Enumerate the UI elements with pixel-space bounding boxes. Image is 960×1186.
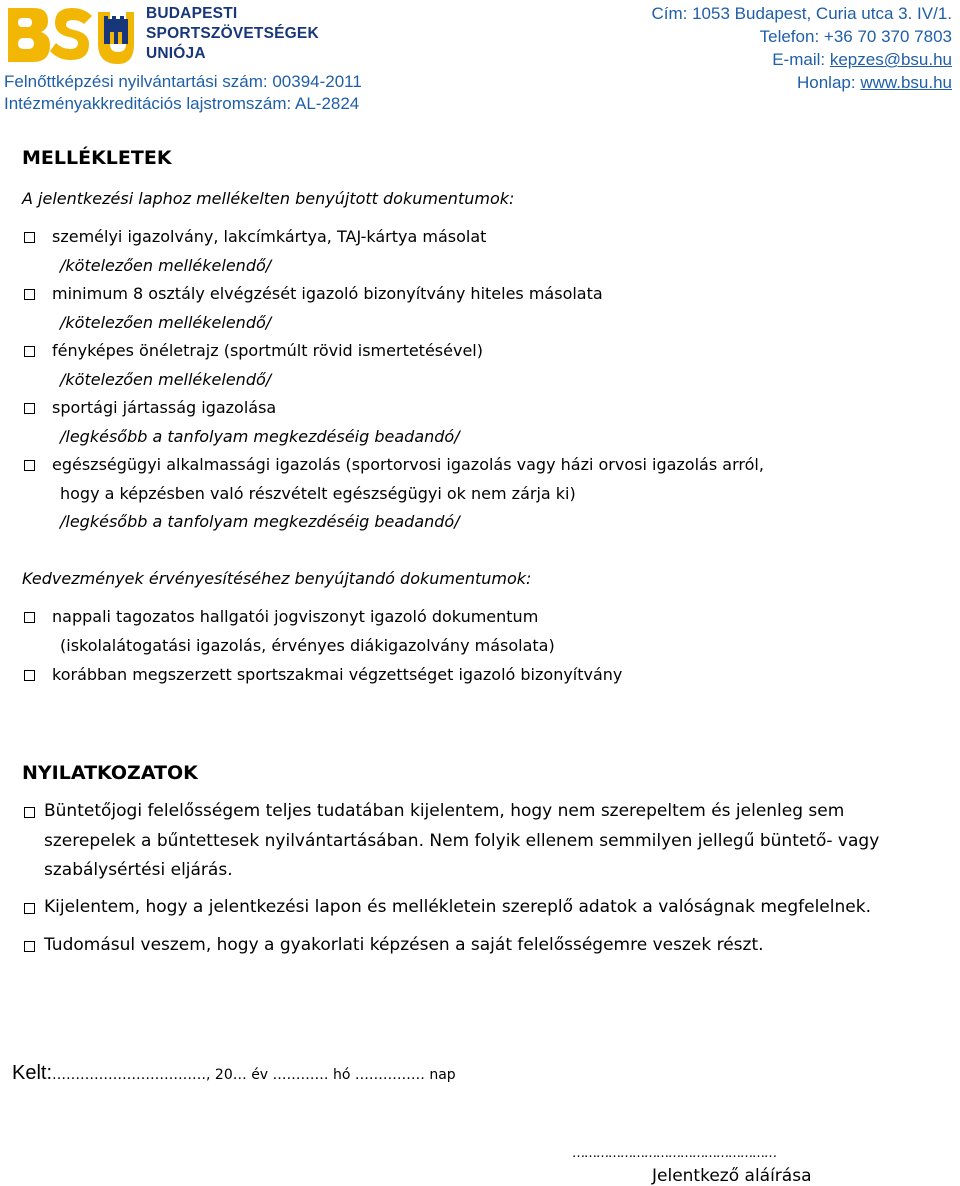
attachment-item-medical-certificate-cont: hogy a képzésben való részvételt egészségügyi ok nem zárja ki) — [60, 484, 576, 503]
adult-education-registration: Felnőttképzési nyilvántartási szám: 00394-2011 — [4, 72, 362, 91]
org-name-line-2: SPORTSZÖVETSÉGEK — [146, 25, 319, 42]
checkbox-prior-qualification[interactable] — [24, 670, 35, 681]
attachments-intro: A jelentkezési laphoz mellékelten benyújtott dokumentumok: — [22, 189, 515, 208]
checkbox-medical-certificate[interactable] — [24, 460, 35, 471]
attachment-note: /kötelezően mellékelendő/ — [60, 256, 272, 275]
checkbox-id-card-copy[interactable] — [24, 232, 35, 243]
attachments-title: MELLÉKLETEK — [22, 147, 172, 169]
contact-address: Cím: 1053 Budapest, Curia utca 3. IV/1. — [651, 4, 952, 23]
attachment-item-sport-skill: sportági jártasság igazolása — [52, 398, 277, 417]
date-line — [12, 1062, 456, 1085]
accreditation-registration: Intézményakkreditációs lajstromszám: AL-2824 — [4, 94, 360, 113]
checkbox-student-status[interactable] — [24, 612, 35, 623]
attachment-item-medical-certificate: egészségügyi alkalmassági igazolás (sportorvosi igazolás vagy házi orvosi igazolás arról, — [52, 455, 764, 474]
date-label: Kelt: — [12, 1062, 53, 1084]
bsu-logo-icon — [4, 4, 136, 66]
attachment-item-cv: fényképes önéletrajz (sportmúlt rövid ismertetésével) — [52, 341, 483, 360]
checkbox-data-accuracy[interactable] — [24, 903, 35, 914]
org-name-line-3: UNIÓJA — [146, 45, 206, 62]
signature-line[interactable]: …………………………………………… — [572, 1146, 776, 1161]
declaration-criminal-record-line-2: szerepelek a bűntettesek nyilvántartásában. Nem folyik ellenem semmilyen jellegű büntető- vagy — [44, 831, 880, 851]
signature-label: Jelentkező aláírása — [652, 1166, 812, 1186]
attachment-item-school-certificate: minimum 8 osztály elvégzését igazoló bizonyítvány hiteles másolata — [52, 284, 603, 303]
discount-item-student-status-cont: (iskolalátogatási igazolás, érvényes diákigazolvány másolata) — [60, 636, 555, 655]
email-link[interactable]: kepzes@bsu.hu — [829, 50, 952, 69]
contact-email — [772, 50, 952, 70]
discounts-intro: Kedvezmények érvényesítéséhez benyújtandó dokumentumok: — [22, 569, 532, 588]
checkbox-sport-skill[interactable] — [24, 403, 35, 414]
checkbox-criminal-record[interactable] — [24, 807, 35, 818]
attachment-note: /legkésőbb a tanfolyam megkezdéséig beadandó/ — [60, 512, 460, 531]
date-dots: ……………………………, 20… év ………… hó …………… nap — [52, 1067, 456, 1083]
email-label: E-mail: — [772, 50, 830, 69]
checkbox-school-certificate[interactable] — [24, 289, 35, 300]
attachment-note: /kötelezően mellékelendő/ — [60, 313, 272, 332]
declarations-title: NYILATKOZATOK — [22, 762, 198, 784]
discount-item-prior-qualification: korábban megszerzett sportszakmai végzettséget igazoló bizonyítvány — [52, 665, 623, 684]
checkbox-own-responsibility[interactable] — [24, 941, 35, 952]
contact-web — [797, 73, 952, 93]
declaration-data-accuracy: Kijelentem, hogy a jelentkezési lapon és mellékletein szereplő adatok a valóságnak megfelelnek. — [44, 897, 871, 917]
declaration-criminal-record-line-1: Büntetőjogi felelősségem teljes tudatában kijelentem, hogy nem szerepeltem és jelenleg sem — [44, 801, 845, 821]
discount-item-student-status: nappali tagozatos hallgatói jogviszonyt igazoló dokumentum — [52, 607, 539, 626]
attachment-item-id-card: személyi igazolvány, lakcímkártya, TAJ-kártya másolat — [52, 227, 487, 246]
web-link[interactable]: www.bsu.hu — [860, 73, 952, 92]
contact-phone: Telefon: +36 70 370 7803 — [759, 27, 952, 46]
attachment-note: /legkésőbb a tanfolyam megkezdéséig beadandó/ — [60, 427, 460, 446]
checkbox-cv[interactable] — [24, 346, 35, 357]
web-label: Honlap: — [797, 73, 861, 92]
org-name-line-1: BUDAPESTI — [146, 5, 238, 22]
declaration-own-responsibility: Tudomásul veszem, hogy a gyakorlati képzésen a saját felelősségemre veszek részt. — [44, 935, 764, 955]
attachment-note: /kötelezően mellékelendő/ — [60, 370, 272, 389]
declaration-criminal-record-line-3: szabálysértési eljárás. — [44, 860, 233, 880]
